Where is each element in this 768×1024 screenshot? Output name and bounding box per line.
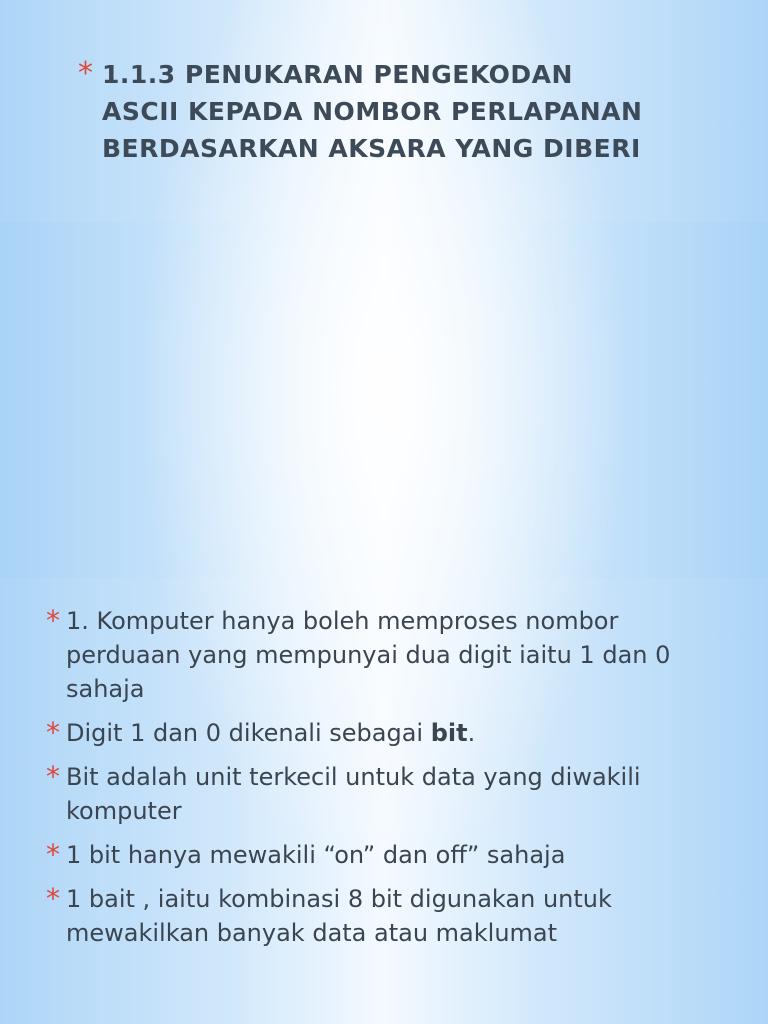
list-item-text-end: . [467,719,476,747]
list-item-text: 1. Komputer hanya boleh memproses nombor perduaan yang mempunyai dua digit iaitu 1 dan 0 sahaja [66,607,671,703]
list-item [46,882,726,950]
list-item-bold-text: bit [430,719,468,747]
list-item [46,716,726,750]
list-item-text: 1 bait , iaitu kombinasi 8 bit digunakan untuk mewakilkan banyak data atau maklumat [66,885,612,947]
bullet-icon: * [46,716,60,749]
list-item [46,604,726,706]
slide-title: 1.1.3 PENUKARAN PENGEKODAN ASCII KEPADA NOMBOR PERLAPANAN BERDASARKAN AKSARA YANG DIBERI [102,60,643,163]
bullet-icon: * [46,838,60,871]
bullet-icon: * [46,760,60,793]
list-item [46,838,726,872]
title-block [78,56,718,167]
title-bullet-icon: * [78,56,93,91]
list-item [46,760,726,828]
bullet-icon: * [46,882,60,915]
bullet-list [46,604,726,960]
list-item-text: 1 bit hanya mewakili “on” dan off” sahaja [66,841,566,869]
list-item-text: Digit 1 dan 0 dikenali sebagai [66,719,431,747]
list-item-text: Bit adalah unit terkecil untuk data yang diwakili komputer [66,763,641,825]
bullet-icon: * [46,604,60,637]
